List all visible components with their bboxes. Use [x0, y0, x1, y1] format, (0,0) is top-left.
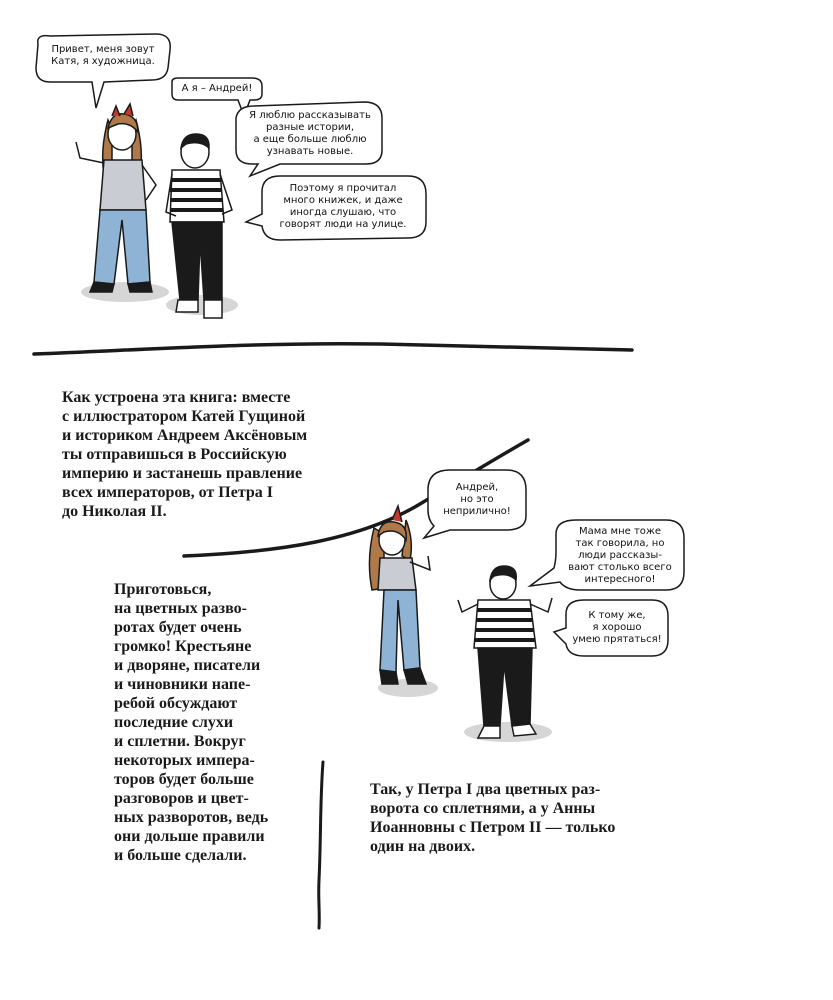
speech-bubble-andrey-stories: Я люблю рассказывать разные истории, а еще больше люблю узнавать новые. [249, 110, 371, 157]
andrey-figure-top [166, 134, 232, 318]
andrey-shadow-bottom [464, 722, 552, 742]
katya-figure-bottom [369, 506, 430, 684]
speech-bubble-andrey-hide: К тому же, я хорошо умею прятаться! [572, 610, 662, 645]
divider-line-vertical [319, 762, 323, 928]
andrey-figure-bottom [458, 566, 552, 738]
speech-bubble-andrey-mom: Мама мне тоже так говорила, но люди рассказы- вают столько всего интересного! [568, 526, 672, 585]
speech-bubble-katya-intro: Привет, меня зовут Катя, я художница. [51, 44, 155, 67]
left-paragraph: Приготовься, на цветных разво- ротах будет очень громко! Крестьяне и дворяне, писатели и чиновники напе- ребой обсуждают последние слухи и сплетни. Вокруг некоторых импера- торов будет больше разговоров и цвет- ных разворотов, ведь они дольше правили и больше сделали. [114, 581, 269, 864]
katya-figure-top [76, 104, 156, 292]
speech-bubble-andrey-books: Поэтому я прочитал много книжек, и даже иногда слушаю, что говорят люди на улице. [279, 183, 407, 230]
speech-bubble-katya-objection: Андрей, но это неприлично! [443, 482, 511, 517]
divider-line-top [34, 344, 632, 354]
intro-paragraph: Как устроена эта книга: вместе с иллюстратором Катей Гущиной и историком Андреем Аксёновым ты отправишься в Российскую империю и застанешь правление всех императоров, от Петра I до Николая II. [62, 389, 308, 520]
speech-bubble-andrey-name: А я – Андрей! [181, 83, 253, 94]
right-paragraph: Так, у Петра I два цветных раз- ворота со сплетнями, а у Анны Иоанновны с Петром II — только один на двоих. [370, 781, 616, 855]
